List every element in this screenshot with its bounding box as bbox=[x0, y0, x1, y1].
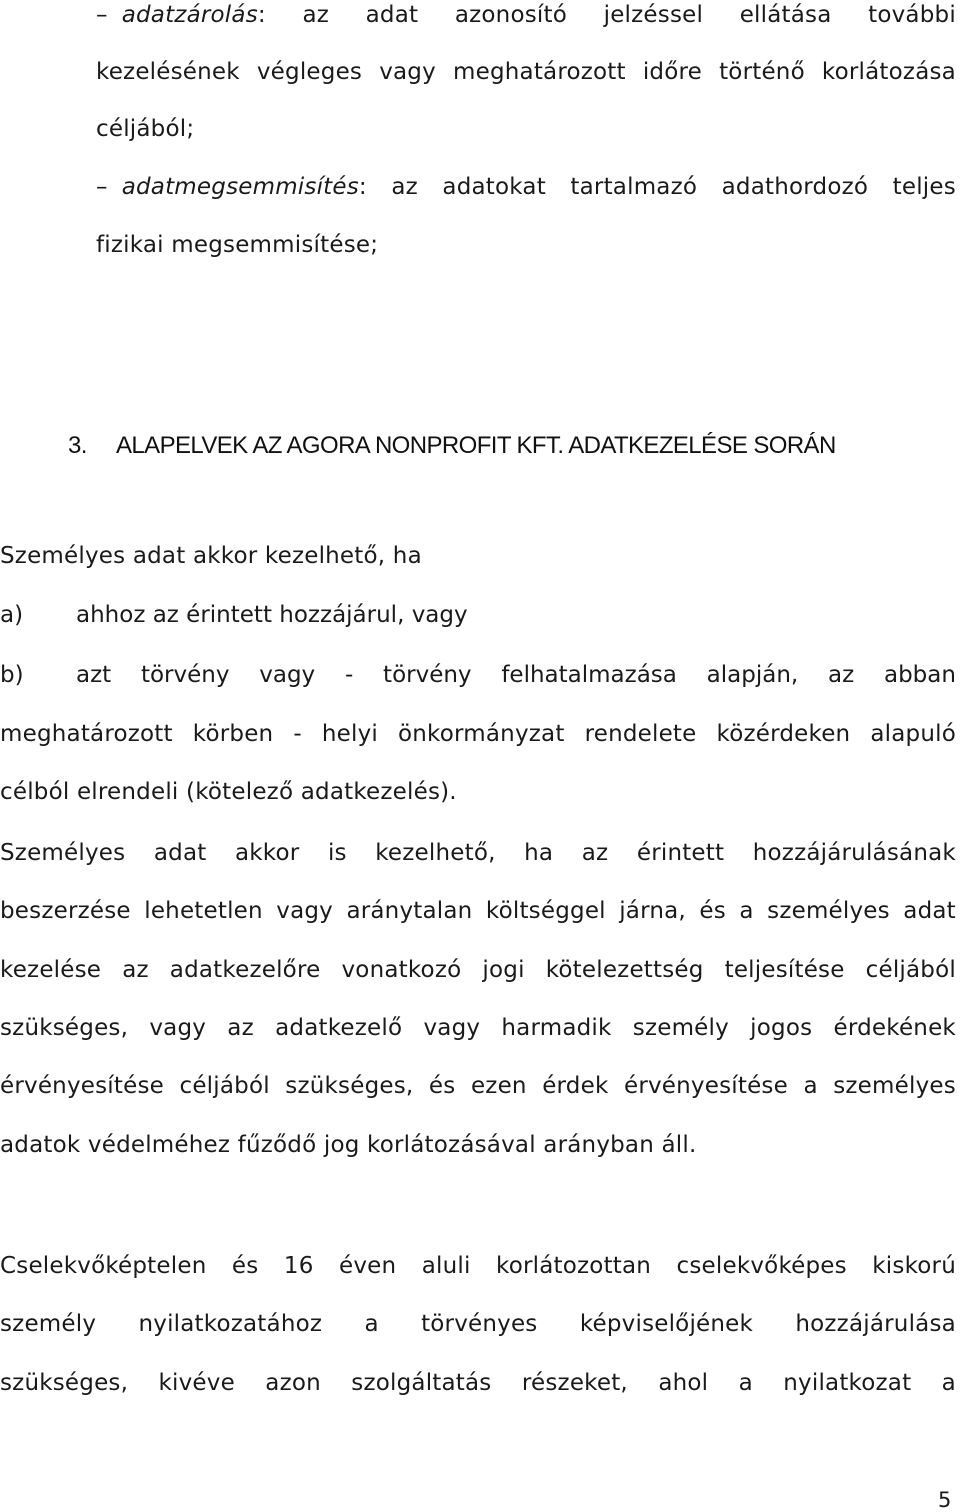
definition-storage-line-3: céljából; bbox=[96, 116, 195, 142]
word: helyi bbox=[321, 721, 378, 747]
word: azon bbox=[265, 1370, 321, 1396]
word: aluli bbox=[421, 1253, 471, 1279]
section-number: 3. bbox=[68, 432, 87, 459]
word: történő bbox=[719, 59, 805, 85]
word: személyes bbox=[767, 898, 890, 924]
word: adat bbox=[153, 840, 207, 866]
word: vagy bbox=[379, 59, 436, 85]
word: és bbox=[428, 1073, 456, 1099]
word: lehetetlen bbox=[144, 898, 263, 924]
word: a bbox=[941, 1370, 956, 1396]
word: érdek bbox=[542, 1073, 609, 1099]
list-item-text: ahhoz az érintett hozzájárul, vagy bbox=[76, 602, 468, 628]
word: tartalmazó bbox=[570, 174, 698, 200]
word: felhatalmazása bbox=[501, 662, 677, 688]
word: személy bbox=[0, 1311, 97, 1337]
page-number: 5 bbox=[938, 1488, 952, 1512]
list-item-label: a) bbox=[0, 602, 24, 628]
word: a bbox=[803, 1073, 818, 1099]
word: végleges bbox=[256, 59, 363, 85]
word: az bbox=[391, 174, 418, 200]
word: járna, bbox=[619, 898, 686, 924]
word: - bbox=[344, 662, 354, 688]
word: szükséges, bbox=[0, 1370, 129, 1396]
word: Személyes bbox=[0, 840, 126, 866]
word: érvényesítése bbox=[623, 1073, 788, 1099]
word: is bbox=[327, 840, 347, 866]
word: meghatározott bbox=[0, 721, 173, 747]
paragraph-2-line-1 bbox=[0, 838, 956, 868]
paragraph-3-line-2 bbox=[0, 1309, 956, 1339]
definition-destruction-line-2: fizikai megsemmisítése; bbox=[96, 232, 379, 258]
word: korlátozása bbox=[821, 59, 956, 85]
list-item-label: b) bbox=[0, 662, 24, 688]
word: nyilatkozat bbox=[783, 1370, 912, 1396]
word: Cselekvőképtelen bbox=[0, 1253, 207, 1279]
word: az bbox=[227, 1015, 254, 1041]
word: költséggel bbox=[485, 898, 606, 924]
word: harmadik bbox=[501, 1015, 612, 1041]
word: jogi bbox=[482, 957, 525, 983]
word: akkor bbox=[234, 840, 300, 866]
word: - bbox=[293, 721, 302, 747]
word: az bbox=[302, 2, 330, 28]
word: az bbox=[581, 840, 609, 866]
word: céljából bbox=[179, 1073, 270, 1099]
word: jelzéssel bbox=[603, 2, 704, 28]
word: szolgáltatás bbox=[351, 1370, 492, 1396]
word: teljesítése bbox=[724, 957, 845, 983]
word: képviselőjének bbox=[579, 1311, 754, 1337]
word: alapján, bbox=[706, 662, 799, 688]
word: vagy bbox=[259, 662, 316, 688]
word: alapuló bbox=[870, 721, 956, 747]
paragraph-3-line-3 bbox=[0, 1368, 956, 1398]
word: vagy bbox=[276, 898, 333, 924]
word: személy bbox=[632, 1015, 729, 1041]
definition-storage-line-1 bbox=[96, 0, 956, 30]
word: adatkezelő bbox=[275, 1015, 403, 1041]
word: kötelezettség bbox=[545, 957, 704, 983]
word: kezelésének bbox=[96, 59, 240, 85]
word: érdekének bbox=[833, 1015, 956, 1041]
word: rendelete bbox=[584, 721, 697, 747]
word: személyes bbox=[833, 1073, 956, 1099]
word: adat bbox=[903, 898, 956, 924]
word: az bbox=[122, 957, 149, 983]
word: érvényesítése bbox=[0, 1073, 164, 1099]
word: további bbox=[868, 2, 956, 28]
word: kiskorú bbox=[872, 1253, 956, 1279]
word: adat bbox=[365, 2, 419, 28]
word: beszerzése bbox=[0, 898, 131, 924]
word: és bbox=[231, 1253, 259, 1279]
word: korlátozottan bbox=[496, 1253, 652, 1279]
list-item-b-line-3: célból elrendeli (kötelező adatkezelés). bbox=[0, 779, 457, 805]
word: és bbox=[699, 898, 726, 924]
word: cselekvőképes bbox=[676, 1253, 847, 1279]
word: szükséges, bbox=[285, 1073, 414, 1099]
word: körben bbox=[192, 721, 274, 747]
word: jogos bbox=[750, 1015, 813, 1041]
word: érintett bbox=[636, 840, 725, 866]
word: adathordozó bbox=[721, 174, 869, 200]
list-item-b-line-2 bbox=[0, 719, 956, 749]
word: céljából bbox=[865, 957, 956, 983]
word: törvényes bbox=[421, 1311, 538, 1337]
word: nyilatkozatához bbox=[138, 1311, 323, 1337]
definition-storage-line-2 bbox=[96, 57, 956, 87]
word: törvény bbox=[383, 662, 472, 688]
section-heading bbox=[68, 430, 836, 462]
word: abban bbox=[883, 662, 956, 688]
list-item-text bbox=[76, 660, 956, 690]
word: szükséges, bbox=[0, 1015, 129, 1041]
paragraph-2-line-4 bbox=[0, 1013, 956, 1043]
word: hozzájárulásának bbox=[752, 840, 956, 866]
word: azt bbox=[76, 662, 112, 688]
word: adatokat bbox=[442, 174, 546, 200]
word: 16 bbox=[283, 1253, 314, 1279]
word: a bbox=[739, 898, 754, 924]
definition-term: –adatzárolás: bbox=[96, 2, 266, 28]
word: vagy bbox=[423, 1015, 481, 1041]
paragraph-2-line-5 bbox=[0, 1071, 956, 1101]
word: a bbox=[364, 1311, 379, 1337]
definition-destruction-line-1 bbox=[96, 172, 956, 202]
word: az bbox=[828, 662, 855, 688]
word: hozzájárulása bbox=[795, 1311, 956, 1337]
word: ahol bbox=[658, 1370, 709, 1396]
word: éven bbox=[339, 1253, 397, 1279]
paragraph-2-line-3 bbox=[0, 955, 956, 985]
word: meghatározott bbox=[453, 59, 626, 85]
paragraph-3-line-1 bbox=[0, 1251, 956, 1281]
list-item-b bbox=[0, 660, 956, 690]
section-title: ALAPELVEK AZ AGORA NONPROFIT KFT. ADATKEZELÉSE SORÁN bbox=[116, 432, 836, 459]
word: közérdeken bbox=[716, 721, 851, 747]
word: ezen bbox=[470, 1073, 527, 1099]
word: a bbox=[738, 1370, 753, 1396]
word: törvény bbox=[140, 662, 230, 688]
word: kivéve bbox=[158, 1370, 235, 1396]
list-item-a bbox=[0, 600, 468, 630]
word: ha bbox=[524, 840, 554, 866]
word: aránytalan bbox=[346, 898, 473, 924]
word: időre bbox=[642, 59, 702, 85]
word: ellátása bbox=[739, 2, 832, 28]
word: azonosító bbox=[454, 2, 567, 28]
word: adatkezelőre bbox=[169, 957, 321, 983]
paragraph-intro: Személyes adat akkor kezelhető, ha bbox=[0, 543, 422, 569]
word: vonatkozó bbox=[341, 957, 462, 983]
word: kezelhető, bbox=[375, 840, 496, 866]
definition-term: –adatmegsemmisítés: bbox=[96, 174, 367, 200]
word: teljes bbox=[892, 174, 956, 200]
paragraph-2-line-2 bbox=[0, 896, 956, 926]
word: vagy bbox=[149, 1015, 207, 1041]
word: részeket, bbox=[521, 1370, 628, 1396]
word: önkormányzat bbox=[398, 721, 565, 747]
paragraph-2-line-6: adatok védelméhez fűződő jog korlátozásával arányban áll. bbox=[0, 1132, 697, 1158]
word: kezelése bbox=[0, 957, 102, 983]
